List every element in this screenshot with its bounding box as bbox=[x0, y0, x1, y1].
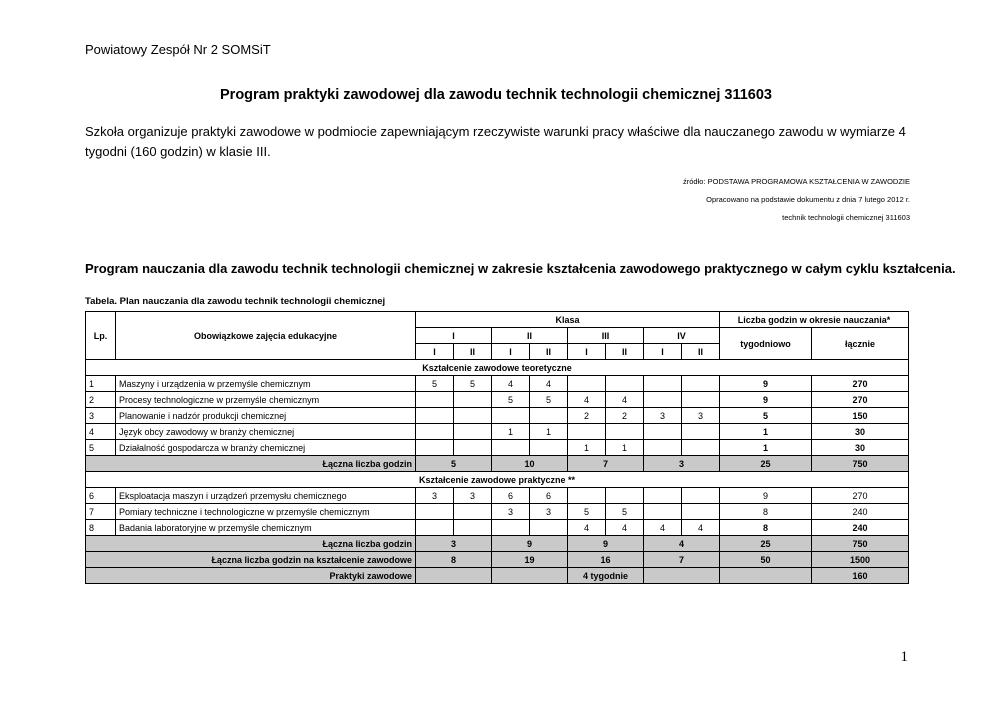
semester-header: I bbox=[568, 344, 606, 360]
class-sum: 10 bbox=[492, 456, 568, 472]
empty-cell bbox=[416, 568, 492, 584]
semester-hours: 5 bbox=[530, 392, 568, 408]
semester-hours bbox=[454, 392, 492, 408]
class-sum: 7 bbox=[568, 456, 644, 472]
subject-row bbox=[86, 488, 909, 504]
subject-row bbox=[86, 376, 909, 392]
weekly-hours: 1 bbox=[720, 440, 812, 456]
section-title: Kształcenie zawodowe praktyczne ** bbox=[86, 472, 909, 488]
semester-hours bbox=[606, 424, 644, 440]
semester-hours bbox=[454, 520, 492, 536]
class-sum: 16 bbox=[568, 552, 644, 568]
semester-hours: 6 bbox=[530, 488, 568, 504]
class-header: II bbox=[492, 328, 568, 344]
section-title: Kształcenie zawodowe teoretyczne bbox=[86, 360, 909, 376]
subject-row bbox=[86, 408, 909, 424]
semester-hours: 5 bbox=[416, 376, 454, 392]
sum-row bbox=[86, 552, 909, 568]
total-hours: 270 bbox=[812, 488, 909, 504]
total-header: łącznie bbox=[812, 328, 909, 360]
source-line: technik technologii chemicznej 311603 bbox=[782, 213, 910, 222]
subject-name: Procesy technologiczne w przemyśle chemicznym bbox=[116, 392, 416, 408]
weekly-header: tygodniowo bbox=[720, 328, 812, 360]
semester-hours: 3 bbox=[644, 408, 682, 424]
lp-cell: 6 bbox=[86, 488, 116, 504]
source-line: Opracowano na podstawie dokumentu z dnia 7 lutego 2012 r. bbox=[706, 195, 910, 204]
table-header-row bbox=[86, 312, 909, 328]
semester-hours: 1 bbox=[530, 424, 568, 440]
klasa-header: Klasa bbox=[416, 312, 720, 328]
semester-hours bbox=[454, 504, 492, 520]
document-title: Program praktyki zawodowej dla zawodu technik technologii chemicznej 311603 bbox=[220, 87, 772, 103]
class-header: IV bbox=[644, 328, 720, 344]
weekly-sum: 50 bbox=[720, 552, 812, 568]
total-hours: 30 bbox=[812, 424, 909, 440]
semester-hours: 3 bbox=[454, 488, 492, 504]
subject-name: Planowanie i nadzór produkcji chemicznej bbox=[116, 408, 416, 424]
class-sum: 9 bbox=[492, 536, 568, 552]
semester-hours bbox=[530, 440, 568, 456]
section-subtitle: Program nauczania dla zawodu technik technologii chemicznej w zakresie kształcenia zawodowego praktycznego w całym cyklu kształcenia. bbox=[85, 261, 956, 276]
curriculum-table bbox=[85, 311, 909, 584]
semester-hours bbox=[682, 424, 720, 440]
internship-duration: 4 tygodnie bbox=[568, 568, 644, 584]
section-row bbox=[86, 472, 909, 488]
semester-hours bbox=[644, 440, 682, 456]
semester-hours bbox=[492, 440, 530, 456]
semester-header: I bbox=[492, 344, 530, 360]
semester-hours: 2 bbox=[568, 408, 606, 424]
lp-cell: 5 bbox=[86, 440, 116, 456]
semester-hours bbox=[454, 440, 492, 456]
subject-name: Język obcy zawodowy w branży chemicznej bbox=[116, 424, 416, 440]
semester-hours bbox=[530, 408, 568, 424]
subjects-header: Obowiązkowe zajęcia edukacyjne bbox=[116, 312, 416, 360]
lp-cell: 3 bbox=[86, 408, 116, 424]
total-sum: 1500 bbox=[812, 552, 909, 568]
weekly-sum: 25 bbox=[720, 536, 812, 552]
semester-hours: 2 bbox=[606, 408, 644, 424]
internship-label: Praktyki zawodowe bbox=[86, 568, 416, 584]
semester-hours: 3 bbox=[492, 504, 530, 520]
semester-hours: 4 bbox=[568, 520, 606, 536]
class-sum: 5 bbox=[416, 456, 492, 472]
semester-header: I bbox=[416, 344, 454, 360]
total-hours: 30 bbox=[812, 440, 909, 456]
weekly-hours: 8 bbox=[720, 520, 812, 536]
class-header: I bbox=[416, 328, 492, 344]
subject-row bbox=[86, 440, 909, 456]
semester-hours bbox=[416, 392, 454, 408]
semester-hours bbox=[454, 408, 492, 424]
source-line: źródło: PODSTAWA PROGRAMOWA KSZTAŁCENIA W ZAWODZIE bbox=[683, 177, 910, 186]
document-header: Powiatowy Zespół Nr 2 SOMSiT bbox=[85, 42, 271, 57]
weekly-hours: 5 bbox=[720, 408, 812, 424]
intro-paragraph: Szkoła organizuje praktyki zawodowe w podmiocie zapewniającym rzeczywiste warunki pracy właściwe dla nauczanego zawodu w wymiarze 4 tygodni (160 godzin) w klasie III. bbox=[85, 124, 906, 159]
lp-cell: 7 bbox=[86, 504, 116, 520]
subject-row bbox=[86, 424, 909, 440]
semester-hours bbox=[644, 392, 682, 408]
total-hours: 240 bbox=[812, 520, 909, 536]
semester-hours: 4 bbox=[682, 520, 720, 536]
semester-hours bbox=[568, 424, 606, 440]
page-number: 1 bbox=[900, 649, 908, 665]
total-hours: 240 bbox=[812, 504, 909, 520]
semester-hours: 3 bbox=[416, 488, 454, 504]
sum-row bbox=[86, 456, 909, 472]
class-sum: 4 bbox=[644, 536, 720, 552]
semester-hours bbox=[492, 408, 530, 424]
semester-header: II bbox=[454, 344, 492, 360]
lp-header: Lp. bbox=[86, 312, 116, 360]
semester-hours bbox=[682, 488, 720, 504]
semester-hours: 4 bbox=[644, 520, 682, 536]
class-header: III bbox=[568, 328, 644, 344]
semester-hours bbox=[644, 504, 682, 520]
weekly-hours: 8 bbox=[720, 504, 812, 520]
semester-hours bbox=[454, 424, 492, 440]
semester-hours bbox=[416, 424, 454, 440]
hours-header: Liczba godzin w okresie nauczania* bbox=[720, 312, 909, 328]
semester-hours bbox=[644, 488, 682, 504]
semester-hours: 4 bbox=[606, 520, 644, 536]
table-caption: Tabela. Plan nauczania dla zawodu technik technologii chemicznej bbox=[85, 296, 386, 307]
semester-hours bbox=[416, 408, 454, 424]
subject-name: Badania laboratoryjne w przemyśle chemicznym bbox=[116, 520, 416, 536]
weekly-hours: 9 bbox=[720, 376, 812, 392]
semester-hours bbox=[682, 504, 720, 520]
semester-hours bbox=[568, 376, 606, 392]
semester-hours: 1 bbox=[568, 440, 606, 456]
semester-hours bbox=[568, 488, 606, 504]
empty-cell bbox=[492, 568, 568, 584]
semester-hours: 3 bbox=[530, 504, 568, 520]
total-sum: 750 bbox=[812, 456, 909, 472]
sum-label: Łączna liczba godzin bbox=[86, 456, 416, 472]
semester-hours bbox=[416, 520, 454, 536]
semester-hours bbox=[682, 392, 720, 408]
subject-name: Pomiary techniczne i technologiczne w przemyśle chemicznym bbox=[116, 504, 416, 520]
semester-hours bbox=[644, 424, 682, 440]
semester-hours bbox=[682, 440, 720, 456]
semester-hours bbox=[606, 488, 644, 504]
class-sum: 8 bbox=[416, 552, 492, 568]
sum-row bbox=[86, 536, 909, 552]
lp-cell: 8 bbox=[86, 520, 116, 536]
semester-hours: 5 bbox=[568, 504, 606, 520]
total-hours: 150 bbox=[812, 408, 909, 424]
semester-hours: 1 bbox=[492, 424, 530, 440]
semester-hours: 3 bbox=[682, 408, 720, 424]
lp-cell: 1 bbox=[86, 376, 116, 392]
internship-total: 160 bbox=[812, 568, 909, 584]
subject-name: Działalność gospodarcza w branży chemicznej bbox=[116, 440, 416, 456]
subject-row bbox=[86, 504, 909, 520]
class-sum: 3 bbox=[644, 456, 720, 472]
semester-hours bbox=[416, 504, 454, 520]
class-sum: 3 bbox=[416, 536, 492, 552]
semester-header: II bbox=[606, 344, 644, 360]
subject-row bbox=[86, 520, 909, 536]
class-sum: 7 bbox=[644, 552, 720, 568]
semester-hours bbox=[530, 520, 568, 536]
semester-header: I bbox=[644, 344, 682, 360]
semester-hours: 4 bbox=[606, 392, 644, 408]
semester-hours: 5 bbox=[492, 392, 530, 408]
semester-hours bbox=[492, 520, 530, 536]
semester-hours: 4 bbox=[530, 376, 568, 392]
class-sum: 19 bbox=[492, 552, 568, 568]
internship-row bbox=[86, 568, 909, 584]
semester-hours: 1 bbox=[606, 440, 644, 456]
weekly-hours: 9 bbox=[720, 488, 812, 504]
class-sum: 9 bbox=[568, 536, 644, 552]
semester-hours: 4 bbox=[568, 392, 606, 408]
sum-label: Łączna liczba godzin bbox=[86, 536, 416, 552]
section-row bbox=[86, 360, 909, 376]
weekly-hours: 1 bbox=[720, 424, 812, 440]
semester-hours bbox=[682, 376, 720, 392]
weekly-hours: 9 bbox=[720, 392, 812, 408]
subject-name: Eksploatacja maszyn i urządzeń przemysłu chemicznego bbox=[116, 488, 416, 504]
semester-hours: 5 bbox=[454, 376, 492, 392]
total-sum: 750 bbox=[812, 536, 909, 552]
semester-header: II bbox=[682, 344, 720, 360]
semester-hours: 6 bbox=[492, 488, 530, 504]
semester-hours bbox=[606, 376, 644, 392]
subject-name: Maszyny i urządzenia w przemyśle chemicznym bbox=[116, 376, 416, 392]
semester-hours: 4 bbox=[492, 376, 530, 392]
weekly-sum: 25 bbox=[720, 456, 812, 472]
empty-cell bbox=[644, 568, 720, 584]
semester-header: II bbox=[530, 344, 568, 360]
sum-label: Łączna liczba godzin na kształcenie zawodowe bbox=[86, 552, 416, 568]
empty-cell bbox=[720, 568, 812, 584]
semester-hours bbox=[644, 376, 682, 392]
total-hours: 270 bbox=[812, 376, 909, 392]
semester-hours bbox=[416, 440, 454, 456]
lp-cell: 2 bbox=[86, 392, 116, 408]
lp-cell: 4 bbox=[86, 424, 116, 440]
subject-row bbox=[86, 392, 909, 408]
total-hours: 270 bbox=[812, 392, 909, 408]
semester-hours: 5 bbox=[606, 504, 644, 520]
